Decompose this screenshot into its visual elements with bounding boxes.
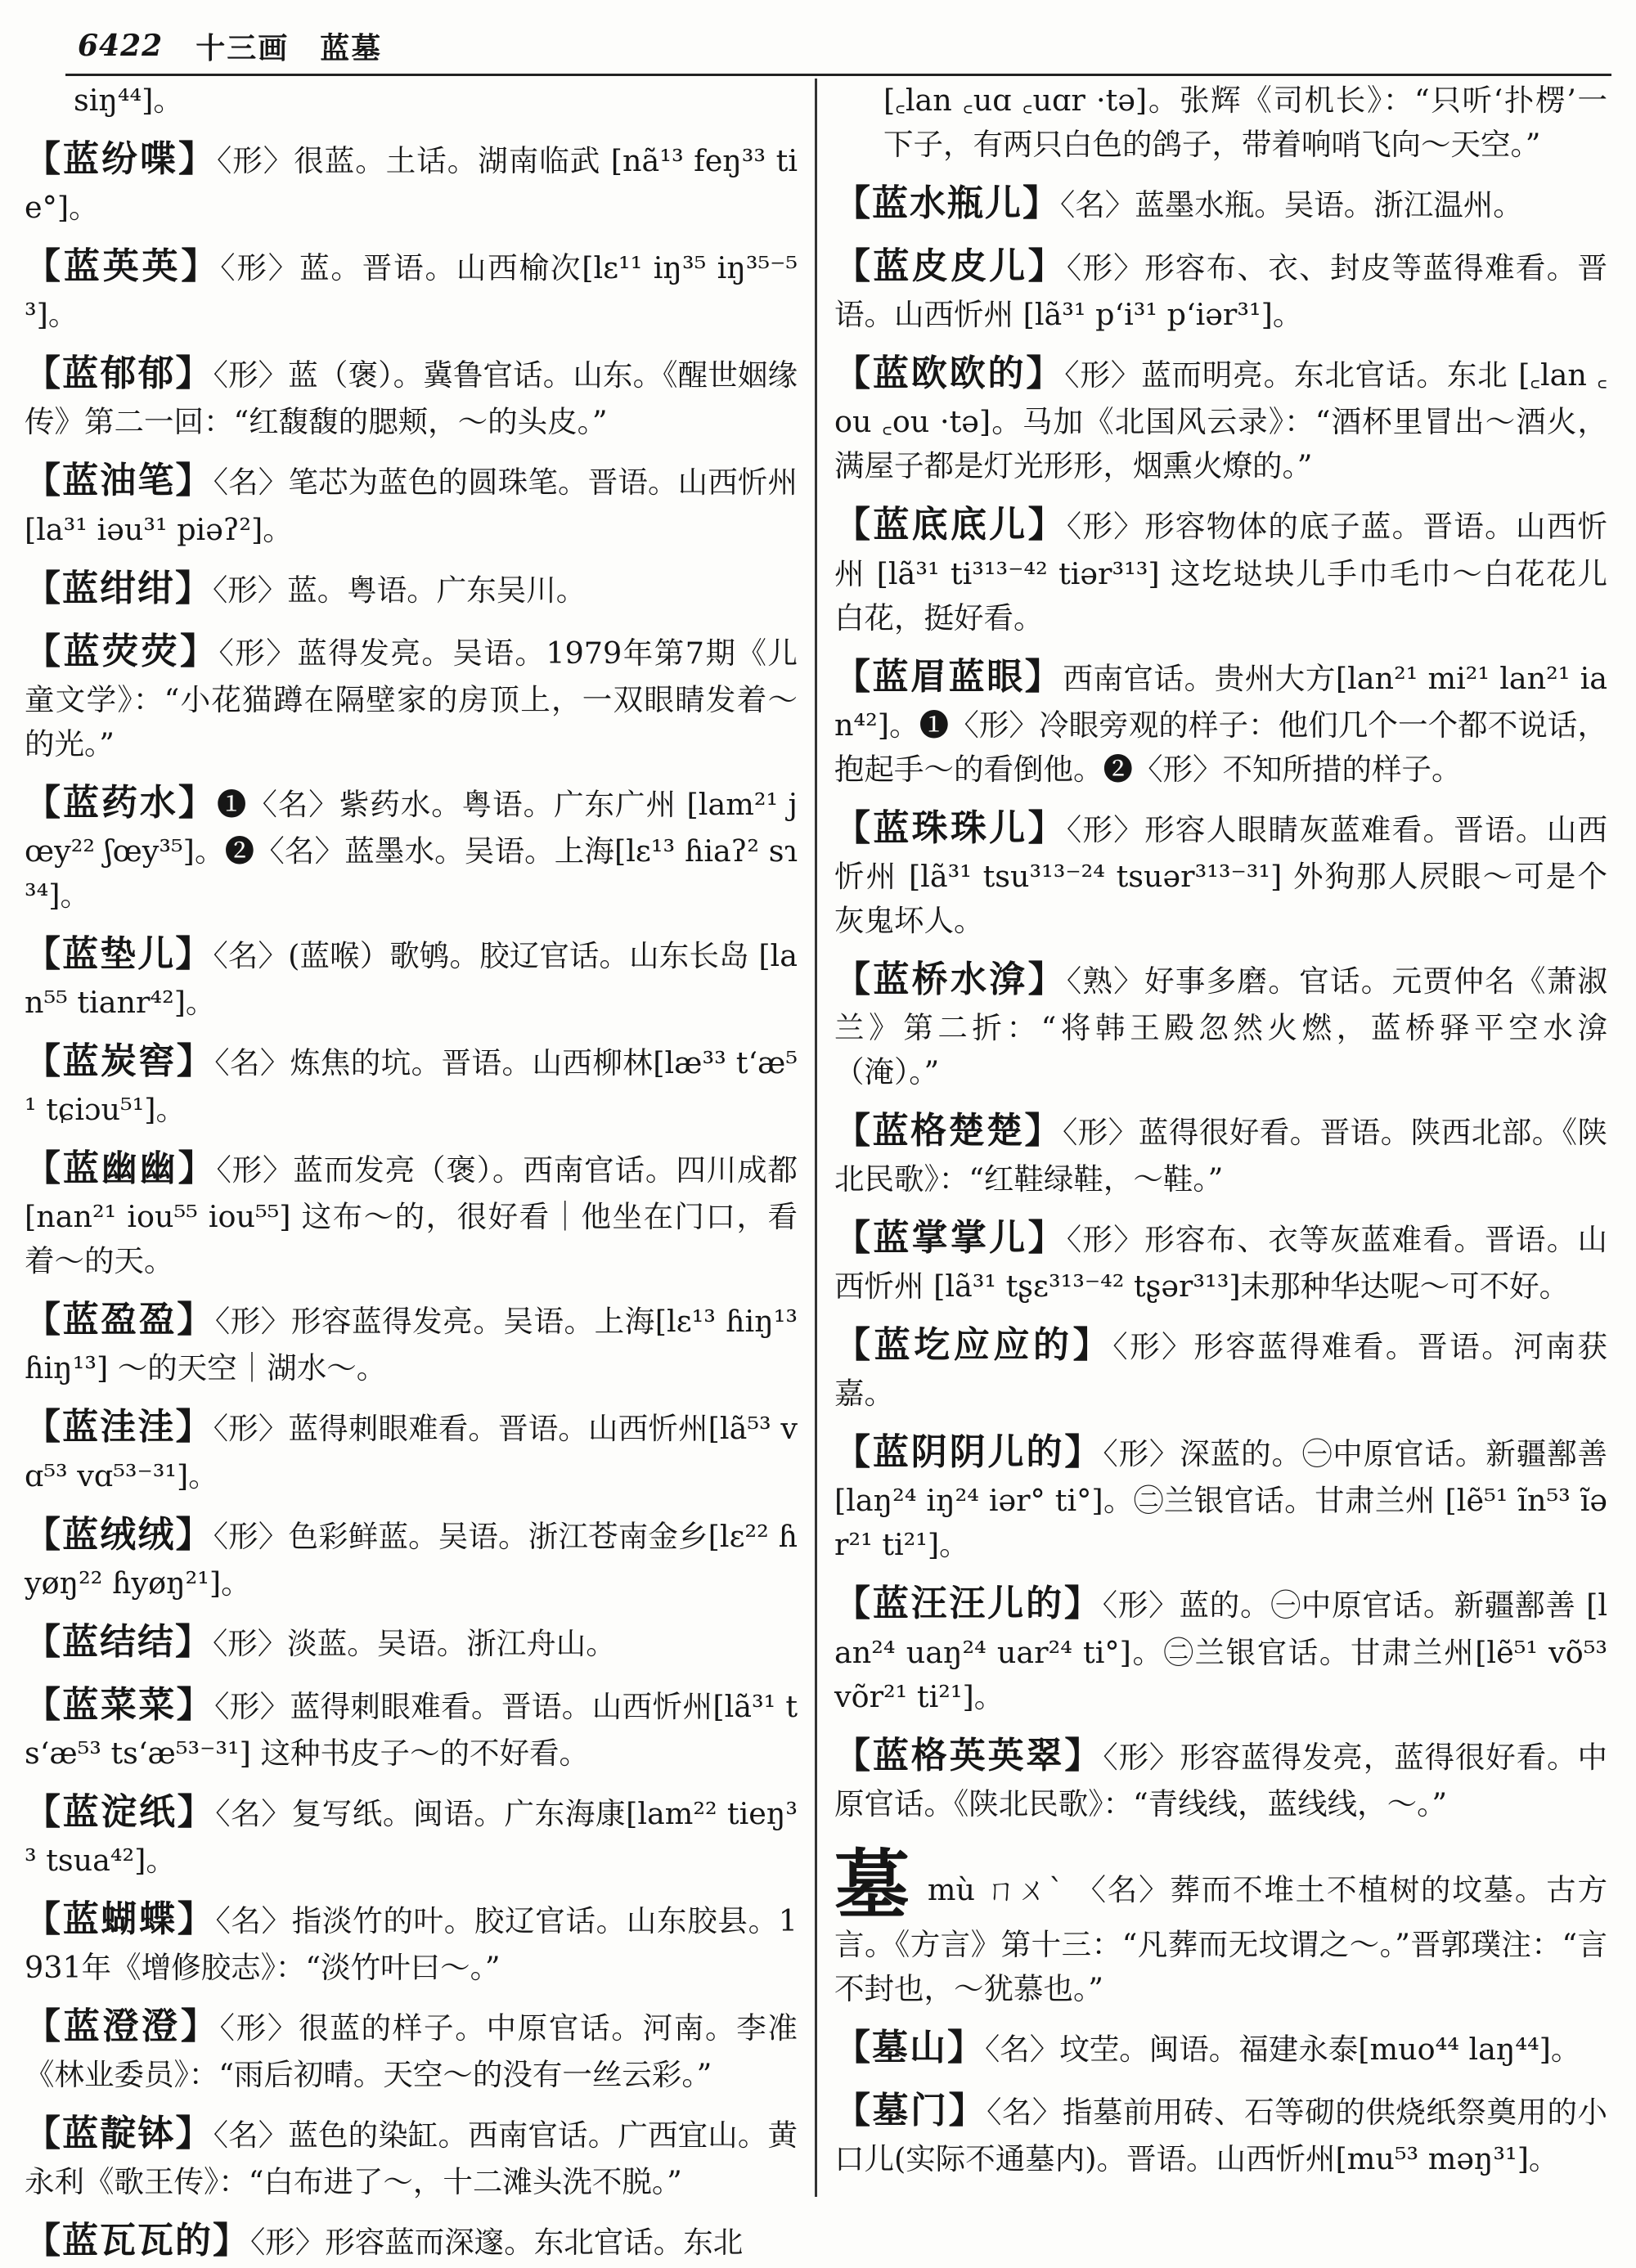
dictionary-entry xyxy=(834,1577,1607,1718)
entry-definition: siŋ⁴⁴]。 xyxy=(74,83,183,118)
entry-definition: 〈形〉蓝得很好看。晋语。陕西北部。《陕北民歌》：“红鞋绿鞋，～鞋。” xyxy=(834,1114,1607,1197)
entry-definition: 〈形〉淡蓝。吴语。浙江舟山。 xyxy=(213,1625,616,1661)
entry-definition: 〈形〉蓝而发亮（褒）。西南官话。四川成都 [nan²¹ iou⁵⁵ iou⁵⁵] 这布～的，很好看｜他坐在门口，看着～的天。 xyxy=(25,1152,798,1279)
dictionary-entry xyxy=(25,927,798,1025)
dictionary-entry xyxy=(834,1426,1607,1567)
entry-headword: 【蓝洼洼】 xyxy=(25,1406,213,1448)
dictionary-entry xyxy=(834,1104,1607,1201)
dictionary-entry xyxy=(25,1142,798,1283)
entry-headword: 【蓝菜菜】 xyxy=(25,1683,215,1726)
entry-definition: 〈形〉形容人眼睛灰蓝难看。晋语。山西忻州 [lã³¹ tsu³¹³⁻²⁴ tsuər³¹³⁻³¹] 外狗那人屄眼～可是个灰鬼坏人。 xyxy=(834,811,1608,938)
entry-definition: 〈形〉蓝。晋语。山西榆次[lɛ¹¹ iŋ³⁵ iŋ³⁵⁻⁵³]。 xyxy=(25,250,798,333)
entry-headword: 【蓝纷喋】 xyxy=(25,138,217,181)
header-rule xyxy=(65,74,1611,76)
entry-definition: 西南官话。贵州大方[lan²¹ mi²¹ lan²¹ ian⁴²]。❶〈形〉冷眼旁观的样子：他们几个一个都不说话，抱起手～的看倒他。❷〈形〉不知所措的样子。 xyxy=(834,660,1607,787)
entry-headword: 【蓝结结】 xyxy=(25,1620,213,1663)
entry-definition: 〈形〉色彩鲜蓝。吴语。浙江苍南金乡[lɛ²² ɦyøŋ²² ɦyøŋ²¹]。 xyxy=(25,1518,798,1601)
dictionary-entry xyxy=(25,347,798,444)
entry-definition: 〈形〉很蓝的样子。中原官话。河南。李准《林业委员》：“雨后初晴。天空～的没有一丝云彩。” xyxy=(25,2010,798,2093)
entry-headword: 【蓝幽幽】 xyxy=(25,1147,217,1190)
dictionary-entry xyxy=(834,1318,1607,1416)
dictionary-entry xyxy=(834,240,1607,337)
entry-definition: 〈形〉形容蓝得难看。晋语。河南获嘉。 xyxy=(834,1329,1608,1412)
entry-headword: 【蓝格楚楚】 xyxy=(834,1109,1063,1152)
dictionary-entry xyxy=(834,2084,1607,2181)
entry-headword: 【蓝靛钵】 xyxy=(25,2113,213,2155)
entry-headword: 【蓝绒绒】 xyxy=(25,1513,213,1556)
entry-definition: 〈名〉蓝墨水瓶。吴语。浙江温州。 xyxy=(1060,187,1523,223)
entry-definition: 〈名〉(蓝喉）歌鸲。胶辽官话。山东长岛 [lan⁵⁵ tianr⁴²]。 xyxy=(25,937,798,1021)
entry-definition: 〈形〉蓝得发亮。吴语。1979年第7期《儿童文学》：“小花猫蹲在隔壁家的房顶上，一双眼睛发着～的光。” xyxy=(25,635,798,761)
entry-definition: 〈形〉蓝。粤语。广东吴川。 xyxy=(213,572,587,608)
dictionary-entry xyxy=(834,953,1607,1094)
entry-headword: 【蓝水瓶儿】 xyxy=(834,182,1060,225)
entry-headword: 【蓝瓦瓦的】 xyxy=(25,2220,250,2262)
dictionary-entry xyxy=(25,1508,798,1606)
entry-definition: 〈形〉很蓝。土话。湖南临武 [nã¹³ feŋ³³ tie°]。 xyxy=(25,143,798,226)
dictionary-entry xyxy=(25,1615,798,1668)
entry-definition: [꜀lan ꜀uɑ ꜀uɑr ·tə]。张辉《司机长》：“只听‘扑楞’一下子，有两只白色的鸽子，带着响哨飞向～天空。” xyxy=(883,83,1607,163)
entry-definition: 〈形〉蓝而明亮。东北官话。东北 [꜀lan ꜀ou ꜀ou ·tə]。马加《北国风云录》：“酒杯里冒出～酒火，满屋子都是灯光形形，烟熏火燎的。” xyxy=(834,357,1607,484)
running-title: 十三画 蓝墓 xyxy=(196,30,383,65)
dictionary-entry xyxy=(25,1893,798,1990)
column-divider xyxy=(815,79,817,2197)
dictionary-entry xyxy=(25,454,798,551)
entry-headword: 【蓝蝴蝶】 xyxy=(25,1898,216,1941)
dictionary-entry xyxy=(834,498,1607,640)
entry-definition: ❶〈名〉紫药水。粤语。广东广州 [lam²¹ jœy²² ʃœy³⁵]。❷〈名〉蓝墨水。吴语。上海[lɛ¹³ ɦiaʔ² sɿ³⁴]。 xyxy=(25,786,798,913)
dictionary-entry xyxy=(25,625,798,766)
entry-definition: 〈形〉形容物体的底子蓝。晋语。山西忻州 [lã³¹ ti³¹³⁻⁴² tiər³¹³] 这圪垯块儿手巾毛巾～白花花儿白花，挺好看。 xyxy=(834,509,1608,635)
entry-definition: 〈名〉笔芯为蓝色的圆珠笔。晋语。山西忻州 [la³¹ iəu³¹ piəʔ²]。 xyxy=(25,465,798,547)
entry-definition: 〈形〉形容蓝而深邃。东北官话。东北 xyxy=(250,2225,744,2261)
entry-definition: 〈名〉炼焦的坑。晋语。山西柳林[læ³³ t‘æ⁵¹ tɕiɔu⁵¹]。 xyxy=(25,1045,798,1128)
entry-headword: 【蓝英英】 xyxy=(25,245,221,288)
entry-definition: 〈名〉蓝色的染缸。西南官话。广西宜山。黄永利《歌王传》：“白布进了～，十二滩头洗不脱。” xyxy=(25,2118,798,2200)
dictionary-entry xyxy=(834,177,1607,230)
entry-definition: 〈形〉深蓝的。㊀中原官话。新疆鄯善 [laŋ²⁴ iŋ²⁴ iər° ti°]。㊁兰银官话。甘肃兰州 [lẽ⁵¹ ĩn⁵³ ĩər²¹ ti²¹]。 xyxy=(834,1436,1608,1563)
entry-headword: 【蓝欧欧的】 xyxy=(834,353,1065,395)
entry-headword: 【蓝炭窖】 xyxy=(25,1040,215,1083)
dictionary-entry xyxy=(25,1400,798,1498)
entry-definition: 〈名〉坟茔。闽语。福建永泰[muo⁴⁴ laŋ⁴⁴]。 xyxy=(985,2031,1581,2067)
entry-headword: 【蓝垫儿】 xyxy=(25,932,213,975)
entry-headword: 【蓝格英英翠】 xyxy=(834,1734,1103,1776)
page-header xyxy=(78,21,382,70)
dictionary-entry xyxy=(834,1729,1607,1826)
dictionary-entry xyxy=(25,1293,798,1390)
dictionary-entry xyxy=(834,802,1607,943)
entry-definition: 〈形〉蓝（褒）。冀鲁官话。山东。《醒世姻缘传》第二一回：“红馥馥的腮颊，～的头皮。” xyxy=(25,357,798,440)
entry-headword: 【蓝绀绀】 xyxy=(25,567,213,609)
entry-definition: 〈形〉形容布、衣、封皮等蓝得难看。晋语。山西忻州 [lã³¹ p‘i³¹ p‘iər³¹]。 xyxy=(834,250,1608,333)
entry-headword: 【蓝阴阴儿的】 xyxy=(834,1431,1103,1474)
dictionary-entry xyxy=(25,79,798,123)
dictionary-entry xyxy=(834,2021,1607,2074)
dictionary-entry xyxy=(834,650,1607,792)
dictionary-entry xyxy=(25,2000,798,2097)
entry-definition: 〈熟〉好事多磨。官话。元贾仲名《萧淑兰》第二折：“将韩王殿忽然火燃，蓝桥驿平空水渰（淹）。” xyxy=(834,963,1608,1089)
dictionary-entry xyxy=(834,1840,1607,2011)
entry-definition: 〈名〉指墓前用砖、石等砌的供烧纸祭奠用的小口儿(实际不通墓内)。晋语。山西忻州[mu⁵³ məŋ³¹]。 xyxy=(834,2094,1607,2176)
entry-headword: 【蓝眉蓝眼】 xyxy=(834,655,1063,698)
entry-headword: 【蓝药水】 xyxy=(25,781,217,824)
entry-headword: 【墓山】 xyxy=(834,2026,985,2068)
entry-headword: 【蓝油笔】 xyxy=(25,460,213,502)
entry-definition: 〈形〉蓝得刺眼难看。晋语。山西忻州[lã³¹ ts‘æ⁵³ ts‘æ⁵³⁻³¹] 这种书皮子～的不好看。 xyxy=(25,1688,798,1771)
entry-definition: 〈名〉复写纸。闽语。广东海康[lam²² tieŋ³³ tsua⁴²]。 xyxy=(25,1795,798,1879)
entry-definition: 〈形〉蓝的。㊀中原官话。新疆鄯善 [lan²⁴ uaŋ²⁴ uar²⁴ ti°]。㊁兰银官话。甘肃兰州[lẽ⁵¹ võ⁵³ võr²¹ ti²¹]。 xyxy=(834,1588,1608,1714)
dictionary-entry xyxy=(25,2107,798,2204)
page-number: 6422 xyxy=(78,29,164,63)
entry-definition: 〈名〉指淡竹的叶。胶辽官话。山东胶县。1931年《增修胶志》：“淡竹叶曰～。” xyxy=(25,1903,798,1986)
entry-headword: 【蓝桥水渰】 xyxy=(834,958,1067,1000)
left-column xyxy=(25,79,798,2262)
dictionary-entry xyxy=(25,2214,798,2267)
entry-headword: 【蓝掌掌儿】 xyxy=(834,1217,1067,1260)
head-character: 墓 xyxy=(834,1840,911,1929)
dictionary-entry xyxy=(834,79,1607,167)
entry-headword: 【墓门】 xyxy=(834,2089,987,2131)
entry-headword: 【蓝圪应应的】 xyxy=(834,1324,1113,1367)
dictionary-entry xyxy=(25,562,798,615)
entry-headword: 【蓝汪汪儿的】 xyxy=(834,1583,1103,1625)
entry-definition: 〈形〉形容布、衣等灰蓝难看。晋语。山西忻州 [lã³¹ tʂɛ³¹³⁻⁴² tʂər³¹³]未那种华达呢～可不好。 xyxy=(834,1222,1608,1305)
dictionary-entry xyxy=(25,1035,798,1132)
dictionary-entry xyxy=(25,1678,798,1776)
entry-headword: 【蓝盈盈】 xyxy=(25,1299,215,1341)
entry-definition: mù ㄇㄨˋ 〈名〉葬而不堆土不植树的坟墓。古方言。《方言》第十三：“凡葬而无坟谓之～。”晋郭璞注：“言不封也，～犹慕也。” xyxy=(834,1871,1607,2006)
dictionary-entry xyxy=(834,347,1607,488)
entry-headword: 【蓝澄澄】 xyxy=(25,2005,220,2048)
entry-headword: 【蓝底底儿】 xyxy=(834,504,1067,546)
dictionary-entry xyxy=(25,776,798,918)
entry-headword: 【蓝郁郁】 xyxy=(25,353,213,395)
entry-headword: 【蓝皮皮儿】 xyxy=(834,245,1067,288)
entry-definition: 〈形〉蓝得刺眼难看。晋语。山西忻州[lã⁵³ vɑ⁵³ vɑ⁵³⁻³¹]。 xyxy=(25,1411,798,1493)
dictionary-entry xyxy=(25,240,798,337)
entry-headword: 【蓝荧荧】 xyxy=(25,630,219,672)
dictionary-entry xyxy=(25,1785,798,1883)
dictionary-entry xyxy=(25,132,798,230)
dictionary-entry xyxy=(834,1211,1607,1309)
entry-definition: 〈形〉形容蓝得发亮，蓝得很好看。中原官话。《陕北民歌》：“青线线，蓝线线，～。” xyxy=(834,1739,1608,1821)
right-column xyxy=(834,79,1607,2197)
entry-headword: 【蓝珠珠儿】 xyxy=(834,806,1067,849)
entry-headword: 【蓝淀纸】 xyxy=(25,1790,216,1833)
entry-definition: 〈形〉形容蓝得发亮。吴语。上海[lɛ¹³ ɦiŋ¹³ ɦiŋ¹³] ～的天空｜湖水～。 xyxy=(25,1304,798,1386)
